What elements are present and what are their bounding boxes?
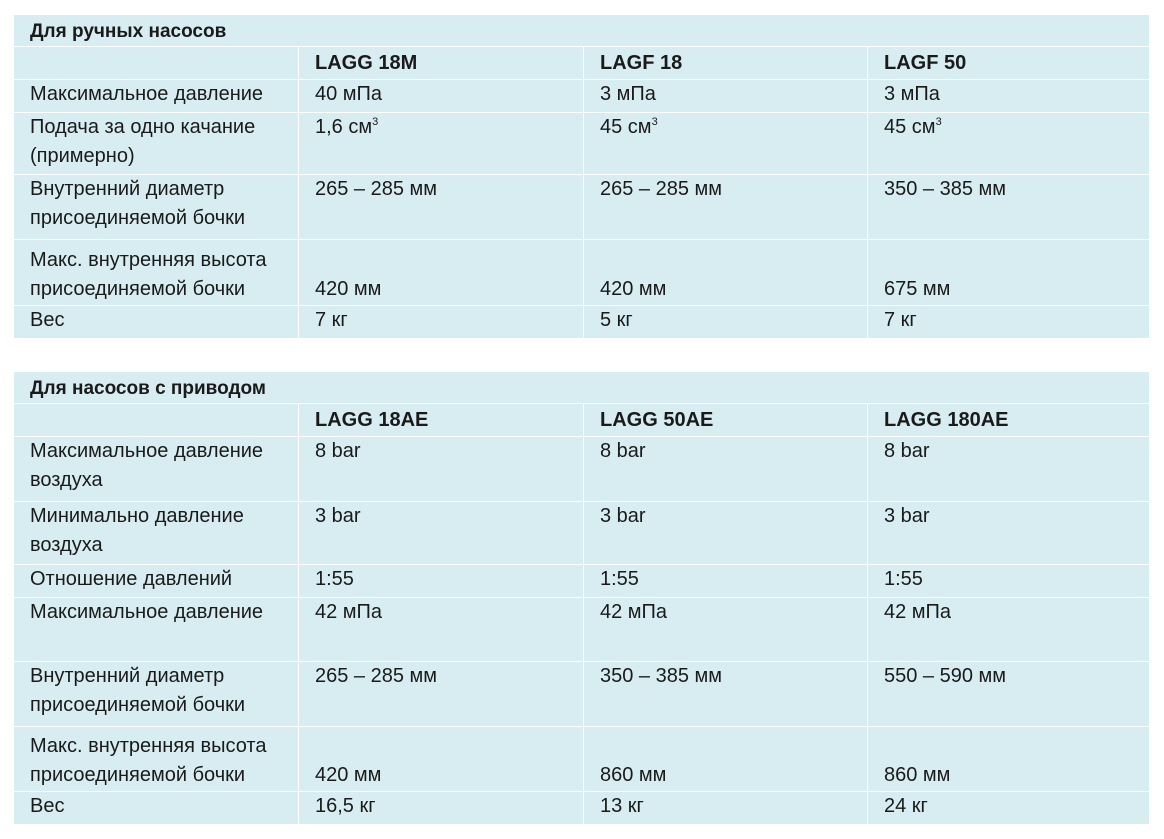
row-label: Макс. внутренняя высота присоединяемой бочки xyxy=(14,727,299,792)
table-row xyxy=(14,598,1150,662)
table-row xyxy=(14,175,1150,240)
row-value xyxy=(299,113,584,175)
row-value: 420 мм xyxy=(584,240,868,306)
superscript: 3 xyxy=(372,116,379,128)
row-value: 3 bar xyxy=(868,502,1150,565)
row-value: 42 мПа xyxy=(868,598,1150,662)
row-value: 3 bar xyxy=(299,502,584,565)
row-value: 7 кг xyxy=(299,306,584,339)
row-value: 550 – 590 мм xyxy=(868,662,1150,727)
value-text: 45 см xyxy=(600,116,652,138)
row-value: 5 кг xyxy=(584,306,868,339)
row-label: Макс. внутренняя высота присоединяемой бочки xyxy=(14,240,299,306)
row-value: 3 мПа xyxy=(868,80,1150,113)
row-label: Внутренний диаметр присоединяемой бочки xyxy=(14,175,299,240)
manual-pumps-table xyxy=(13,14,1150,339)
table-row xyxy=(14,502,1150,565)
row-value xyxy=(584,113,868,175)
row-label: Максимальное давление воздуха xyxy=(14,437,299,502)
manual-pumps-title: Для ручных насосов xyxy=(14,15,1150,47)
value-text: 1,6 см xyxy=(315,116,373,138)
model-header: LAGG 180AE xyxy=(868,404,1150,437)
row-value: 350 – 385 мм xyxy=(584,662,868,727)
header-empty-cell xyxy=(14,404,299,437)
row-value: 3 bar xyxy=(584,502,868,565)
table-row xyxy=(14,306,1150,339)
model-header: LAGG 50AE xyxy=(584,404,868,437)
table-row xyxy=(14,80,1150,113)
row-value: 42 мПа xyxy=(299,598,584,662)
row-value: 265 – 285 мм xyxy=(299,175,584,240)
table-row xyxy=(14,240,1150,306)
superscript: 3 xyxy=(935,116,942,128)
row-value: 420 мм xyxy=(299,727,584,792)
row-label: Минимально давление воздуха xyxy=(14,502,299,565)
model-header: LAGG 18M xyxy=(299,47,584,80)
row-label: Подача за одно качание (примерно) xyxy=(14,113,299,175)
table-row xyxy=(14,792,1150,825)
row-value: 1:55 xyxy=(868,565,1150,598)
row-label: Вес xyxy=(14,792,299,825)
table-row xyxy=(14,113,1150,175)
row-value: 8 bar xyxy=(868,437,1150,502)
table-row xyxy=(14,565,1150,598)
model-header: LAGF 18 xyxy=(584,47,868,80)
row-label: Внутренний диаметр присоединяемой бочки xyxy=(14,662,299,727)
row-value xyxy=(868,113,1150,175)
row-value: 7 кг xyxy=(868,306,1150,339)
row-value: 16,5 кг xyxy=(299,792,584,825)
row-value: 40 мПа xyxy=(299,80,584,113)
row-value: 8 bar xyxy=(584,437,868,502)
powered-pumps-table xyxy=(13,371,1150,825)
row-label: Максимальное давление xyxy=(14,80,299,113)
model-header: LAGF 50 xyxy=(868,47,1150,80)
row-value: 42 мПа xyxy=(584,598,868,662)
table-row xyxy=(14,437,1150,502)
table-row xyxy=(14,727,1150,792)
row-value: 860 мм xyxy=(584,727,868,792)
row-value: 350 – 385 мм xyxy=(868,175,1150,240)
table-row xyxy=(14,662,1150,727)
row-value: 1:55 xyxy=(584,565,868,598)
row-value: 675 мм xyxy=(868,240,1150,306)
value-text: 45 см xyxy=(884,116,936,138)
row-value: 1:55 xyxy=(299,565,584,598)
header-empty-cell xyxy=(14,47,299,80)
row-value: 265 – 285 мм xyxy=(584,175,868,240)
row-value: 860 мм xyxy=(868,727,1150,792)
powered-pumps-title: Для насосов с приводом xyxy=(14,372,1150,404)
superscript: 3 xyxy=(651,116,658,128)
row-value: 265 – 285 мм xyxy=(299,662,584,727)
row-value: 8 bar xyxy=(299,437,584,502)
row-value: 24 кг xyxy=(868,792,1150,825)
row-label: Отношение давлений xyxy=(14,565,299,598)
row-value: 3 мПа xyxy=(584,80,868,113)
model-header: LAGG 18AE xyxy=(299,404,584,437)
row-value: 13 кг xyxy=(584,792,868,825)
row-value: 420 мм xyxy=(299,240,584,306)
row-label: Вес xyxy=(14,306,299,339)
row-label: Максимальное давление xyxy=(14,598,299,662)
